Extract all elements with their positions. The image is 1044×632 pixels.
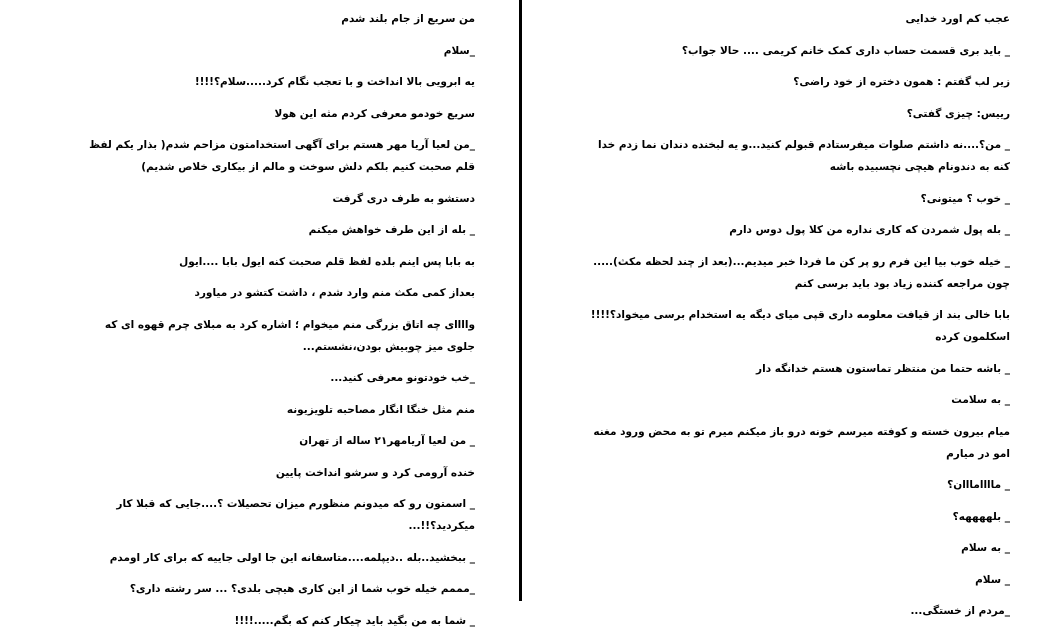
paragraph: _ به سلامت [951, 394, 1010, 406]
paragraph: _ باشه حتما من منتظر تماستون هستم خدانگه دار [756, 362, 1010, 375]
paragraph: خنده آرومی کرد و سرشو انداخت پایین [275, 466, 475, 479]
paragraph: _ بلههههه؟ [952, 510, 1010, 523]
paragraph: منم مثل خنگا انگار مصاحبه تلویزیونه [286, 403, 475, 416]
paragraph: _سلام [443, 44, 475, 57]
paragraph: میام بیرون خسته و کوفته میرسم خونه درو باز میکنم میرم تو به محض ورود مغنه امو در میارم [593, 425, 1010, 460]
paragraph: _مممم خیله خوب شما از این کاری هیچی بلدی؟ ... سر رشته داری؟ [129, 583, 475, 595]
paragraph: _ ماااامااان؟ [947, 479, 1010, 491]
paragraph: _ شما به من بگید باید چیکار کنم که بگم.....!!!! [234, 614, 475, 627]
paragraph: _ سلام [975, 573, 1010, 586]
paragraph: بابا خالی بند از قیافت معلومه داری قپی میای دیگه یه استخدام برسی میخواد؟!!!! اسکلمون کرده [590, 309, 1010, 343]
paragraph: یه ابرویی بالا انداخت و با تعجب نگام کرد.....سلام؟!!!! [194, 76, 475, 88]
paragraph: دستشو به طرف دری گرفت [332, 192, 475, 205]
paragraph: _مردم از خستگی... [910, 605, 1010, 617]
paragraph: واااای چه اتاق بزرگی منم میخوام ؛ اشاره کرد به مبلای چرم قهوه ای که جلوی میز چوبیش بودن،نشستم... [104, 318, 475, 353]
paragraph: _ اسمتون رو که میدونم منظورم میزان تحصیلات ؟....جایی که قبلا کار میکردید؟!!... [116, 498, 475, 532]
paragraph: _ ببخشید..بله ..دیپلمه....متاسفانه این جا اولی جاییه که برای کار اومدم [109, 551, 475, 564]
paragraph: _خب خودتونو معرفی کنید... [330, 372, 475, 384]
paragraph: _ بله پول شمردن که کاری نداره من کلا پول دوس دارم [729, 224, 1010, 236]
paragraph: _من لعیا آریا مهر هستم برای آگهی استخدامتون مزاحم شدم( بذار یکم لفظ قلم صحبت کنیم بلکم دلش سوخت و مالم از بیکاری خلاص شدیم) [89, 139, 475, 173]
paragraph: _ خوب ؟ میتونی؟ [920, 192, 1010, 205]
paragraph: من سریع از جام بلند شدم [341, 13, 475, 25]
paragraph: عجب کم اورد خدایی [905, 13, 1010, 25]
page-divider [519, 0, 522, 601]
paragraph: بعداز کمی مکث منم وارد شدم ، داشت کتشو در میاورد [194, 287, 475, 299]
paragraph: به بابا پس اینم بلده لفظ قلم صحبت کنه ایول بابا ....ایول [179, 255, 475, 268]
paragraph: زیر لب گفتم : همون دختره از خود راضی؟ [793, 76, 1010, 88]
paragraph: رییس: چیزی گفتی؟ [906, 107, 1010, 120]
left-page [0, 0, 520, 627]
right-page [524, 0, 1044, 617]
paragraph: _ بله از این طرف خواهش میکنم [308, 224, 475, 236]
paragraph: _ من لعیا آریامهر۲۱ ساله از تهران [299, 435, 475, 447]
paragraph: _ من؟....نه داشتم صلوات میفرستادم قبولم کنید...و یه لبخنده دندان نما زدم خدا کنه به دندونام هیچی نچسبیده باشه [598, 139, 1010, 173]
paragraph: _ به سلام [961, 542, 1010, 554]
paragraph: سریع خودمو معرفی کردم مثه این هولا [274, 107, 475, 120]
paragraph: _ خیله خوب بیا این فرم رو پر کن ما فردا خبر میدیم...(بعد از چند لحظه مکث)..... چون مراجعه کننده زیاد بود باید برسی کنم [593, 255, 1010, 290]
paragraph: _ باید بری قسمت حساب داری کمک خانم کریمی .... حالا جواب؟ [681, 44, 1010, 57]
